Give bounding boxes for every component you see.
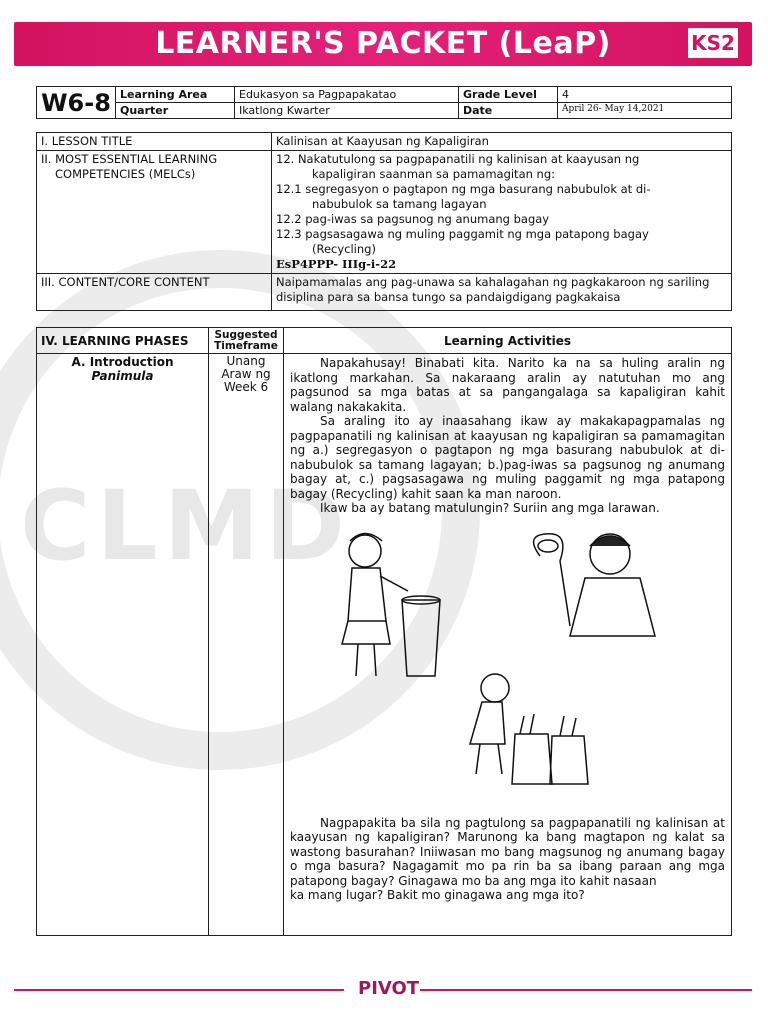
time-line2: Araw ng	[221, 367, 271, 381]
phase-a-title: A. Introduction	[71, 355, 174, 369]
reflection-paragraph-end: ka mang lugar? Bakit mo ginagawa ang mga ito?	[290, 888, 585, 902]
footer-line-left	[14, 989, 344, 991]
lesson-table	[36, 132, 732, 311]
content-label: III. CONTENT/CORE CONTENT	[37, 274, 272, 311]
melc-12-3: 12.3 pagsasagawa ng muling paggamit ng mga patapong bagay	[276, 227, 649, 241]
illustrations	[290, 516, 725, 816]
phase-a-cell	[37, 354, 209, 936]
melc-label-line2: COMPETENCIES (MELCs)	[55, 167, 196, 181]
packet-title: LEARNER'S PACKET (LeaP)	[155, 26, 611, 61]
timeframe-header	[209, 328, 284, 354]
melc-label	[37, 151, 272, 274]
grade-level-label: Grade Level	[459, 87, 558, 103]
melc-12-1b: nabubulok sa tamang lagayan	[312, 197, 487, 211]
melc-12-1: 12.1 segregasyon o pagtapon ng mga basurang nabubulok at di-	[276, 182, 651, 196]
watermark-text: CLMD	[20, 470, 351, 582]
info-table	[36, 86, 732, 119]
date-label: Date	[459, 103, 558, 119]
phases-table	[36, 327, 732, 936]
quarter-value: Ikatlong Kwarter	[235, 103, 459, 119]
melc-code: EsP4PPP- IIIg-i-22	[276, 257, 397, 271]
intro-paragraph: Napakahusay! Binabati kita. Narito ka na sa huling aralin ng ikatlong markahan. Sa nakaraang aralin ay natutuhan mo ang pagsunod sa mga batas at sa pangangalaga sa kapaligiran kahit walang nakakakita.	[290, 356, 725, 414]
reflection-paragraph: Nagpapakita ba sila ng pagtulong sa pagpapanatili ng kalinisan at kaayusan ng kapaligiran? Marunong ka bang magtapon ng kalat sa wastong basurahan? Iniiwasan mo bang magsunog ng anumang bagay o mga basura? Nagagamit mo pa rin ba sa ibang paraan ang mga patapong bagay? Ginagawa mo ba ang mga ito kahit nasaan	[290, 815, 725, 888]
melc-12: 12. Nakatutulong sa pagpapanatili ng kalinisan at kaayusan ng	[276, 152, 640, 166]
melc-12-3b: (Recycling)	[312, 242, 376, 256]
melc-value	[272, 151, 732, 274]
melc-12-2: 12.2 pag-iwas sa pagsunog ng anumang bagay	[276, 212, 550, 226]
quarter-label: Quarter	[116, 103, 235, 119]
learning-area-value: Edukasyon sa Pagpapakatao	[235, 87, 459, 103]
key-stage-badge: KS2	[688, 28, 738, 58]
melc-label-line1: II. MOST ESSENTIAL LEARNING	[41, 152, 218, 166]
footer-line-right	[420, 989, 752, 991]
lesson-title-value: Kalinisan at Kaayusan ng Kapaligiran	[272, 133, 732, 151]
time-line1: Unang	[226, 354, 266, 368]
lesson-title-label: I. LESSON TITLE	[37, 133, 272, 151]
content-value: Naipamamalas ang pag-unawa sa kahalagahan ng pagkakaroon ng sariling disiplina para sa bansa tungo sa pandaigdigang pagkakaisa	[272, 274, 732, 311]
timeframe-header-line2: Timeframe	[214, 339, 278, 352]
activities-cell	[284, 354, 732, 936]
prompt-paragraph: Ikaw ba ay batang matulungin? Suriin ang mga larawan.	[320, 501, 660, 515]
date-value: April 26- May 14,2021	[558, 103, 732, 119]
man-with-sock-puppet-drawing	[534, 533, 655, 635]
week-code: W6-8	[37, 87, 116, 119]
learning-area-label: Learning Area	[116, 87, 235, 103]
activities-header: Learning Activities	[284, 328, 732, 354]
phases-header: IV. LEARNING PHASES	[37, 328, 209, 354]
girl-with-recycling-bags-drawing	[470, 674, 588, 784]
timeframe-cell	[209, 354, 284, 936]
time-line3: Week 6	[223, 380, 269, 394]
header-banner	[14, 22, 752, 66]
illustration-svg	[290, 516, 710, 816]
timeframe-header-line1: Suggested	[214, 328, 278, 341]
melc-12b: kapaligiran saanman sa pamamagitan ng:	[312, 167, 556, 181]
pivot-logo: PIVOT	[358, 978, 420, 999]
grade-level-value: 4	[558, 87, 732, 103]
objective-paragraph: Sa araling ito ay inaasahang ikaw ay makakapagpamalas ng pagpapanatili ng kalinisan at kaayusan ng kapaligiran sa pamamagitan ng a.) segregasyon o pagtapon ng mga basurang nabubulok at di-nabubulok sa tamang lagayan; b.)pag-iwas sa pagsunog ng anumang bagay at, c.) pagsasagawa ng muling paggamit ng mga patapong bagay (Recycling) kahit saan ka man naroon.	[290, 414, 725, 501]
phase-a-subtitle: Panimula	[91, 369, 154, 383]
girl-throwing-trash-drawing	[342, 533, 440, 676]
